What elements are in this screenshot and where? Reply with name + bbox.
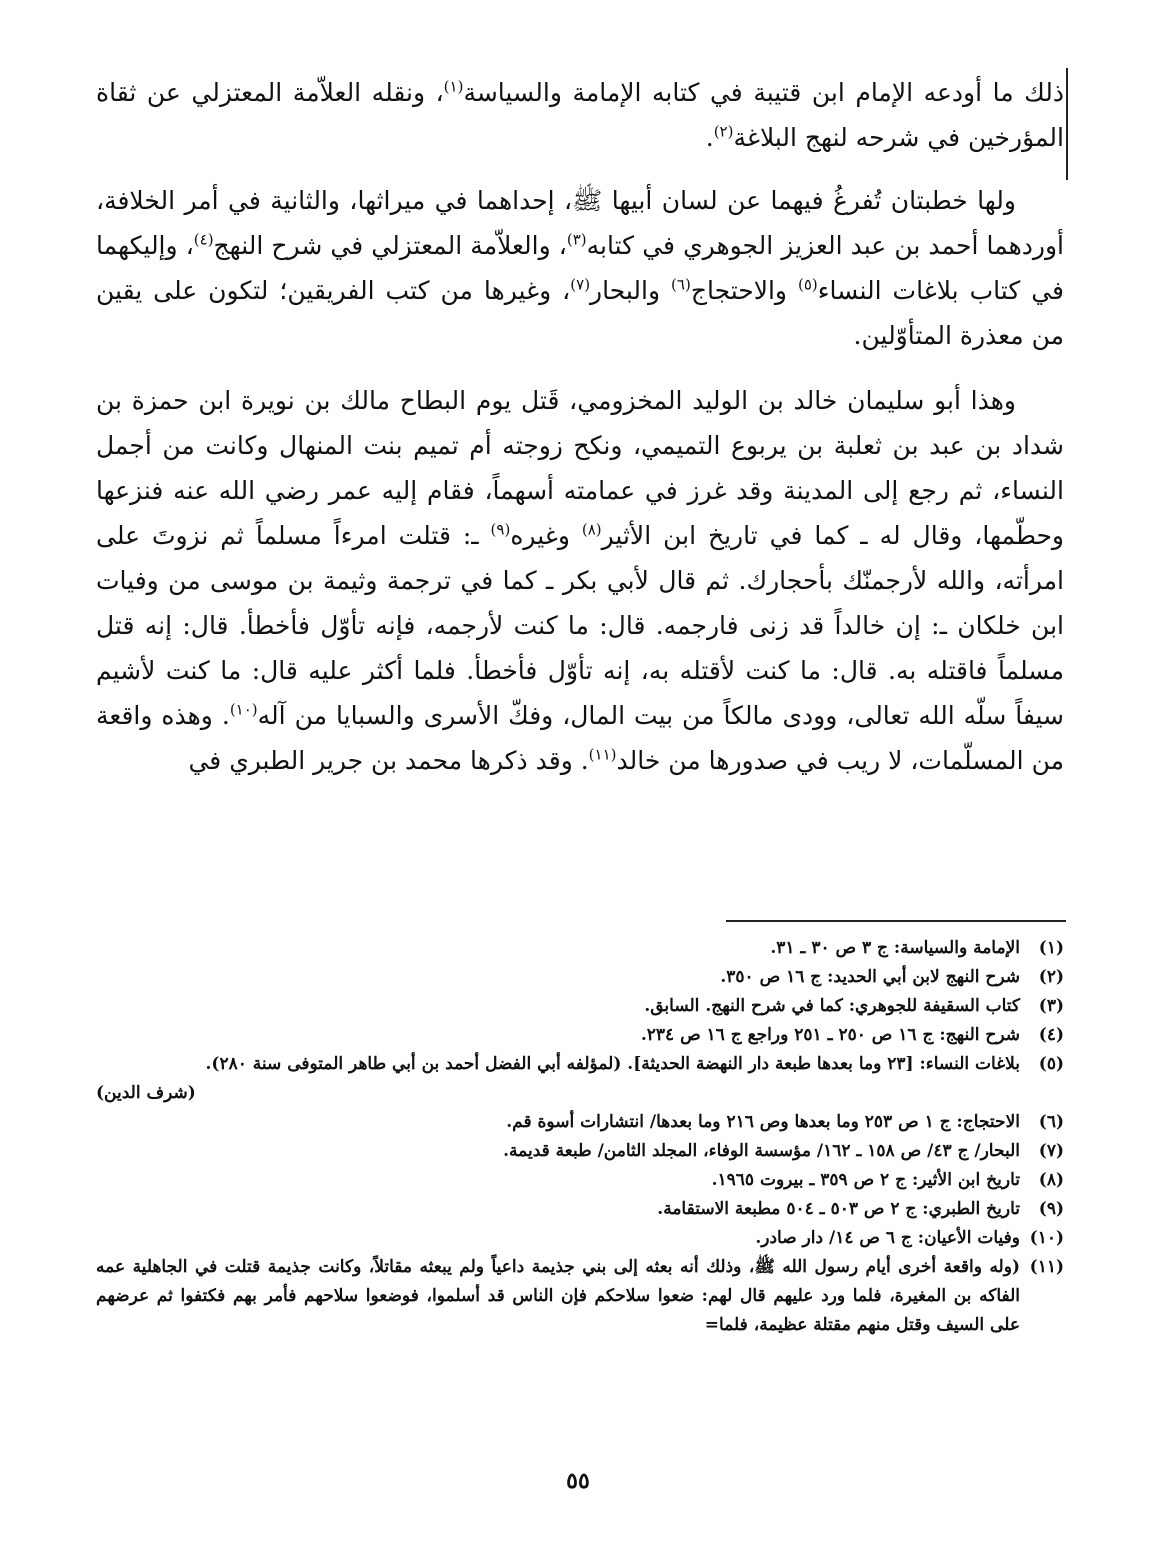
footnote-2	[96, 963, 1064, 992]
footnote-number: (٣)	[1038, 996, 1064, 1016]
footnote-number: (١)	[1038, 938, 1064, 958]
p1-text-b: ، ونقله العلاّمة المعتزلي عن ثقاة المؤرخين في شرحه لنهج البلاغة	[96, 78, 1064, 152]
footnote-6	[96, 1108, 1064, 1137]
paragraph-2	[96, 178, 1064, 358]
footnote-number: (٢)	[1038, 967, 1064, 987]
footnote-ref-4[interactable]: (٤)	[193, 230, 214, 249]
p3-text-a: وهذا أبو سليمان خالد بن الوليد المخزومي، قَتل يوم البطاح مالك بن نويرة ابن حمزة بن شداد بن عبد بن ثعلبة بن يربوع التميمي، ونكح زوجته أم تميم بنت المنهال وكانت من أجمل النساء، ثم رجع إلى المدينة وقد غرز في عمامته أسهماً، فقام إليه عمر رضي الله عنه فنزعها وحطّمها، وقال له ـ كما في تاريخ ابن الأثير	[96, 386, 1064, 550]
footnote-ref-9[interactable]: (٩)	[490, 520, 511, 539]
footnote-text: بلاغات النساء: [٢٣ وما بعدها طبعة دار النهضة الحديثة]. (لمؤلفه أبي الفضل أحمد بن أبي طاهر المتوفى سنة ٢٨٠).	[205, 1054, 1020, 1074]
page-number: ٥٥	[566, 1468, 590, 1494]
footnote-text: الإمامة والسياسة: ج ٣ ص ٣٠ ـ ٣١.	[770, 938, 1020, 958]
footnote-9	[96, 1195, 1064, 1224]
footnotes	[96, 934, 1064, 1340]
footnote-8	[96, 1166, 1064, 1195]
paragraph-1	[96, 70, 1064, 160]
footnote-ref-1[interactable]: (١)	[443, 77, 464, 96]
footnote-ref-10[interactable]: (١٠)	[229, 700, 258, 719]
footnote-text: الاحتجاج: ج ١ ص ٢٥٣ وما بعدها وص ٢١٦ وما بعدها/ انتشارات أسوة قم.	[506, 1112, 1020, 1132]
footnote-11	[96, 1253, 1064, 1340]
footnote-10	[96, 1224, 1064, 1253]
p2-text-a: ولها خطبتان تُفرغُ فيهما عن لسان أبيها ﷺ، إحداهما في ميراثها، والثانية في أمر الخلافة، أوردهما أحمد بن عبد العزيز الجوهري في كتابه	[96, 186, 1064, 260]
p2-text-e: والبحار	[590, 276, 672, 305]
footnote-3	[96, 992, 1064, 1021]
p3-text-b: وغيره	[510, 521, 582, 550]
footnote-text: شرح النهج: ج ١٦ ص ٢٥٠ ـ ٢٥١ وراجع ج ١٦ ص ٢٣٤.	[640, 1025, 1020, 1045]
footnote-ref-7[interactable]: (٧)	[570, 275, 591, 294]
footnote-number: (١١)	[1029, 1257, 1064, 1277]
footnote-text-wrap	[96, 1050, 1020, 1108]
footnote-ref-5[interactable]: (٥)	[797, 275, 818, 294]
footnote-5	[96, 1050, 1064, 1108]
footnote-7	[96, 1137, 1064, 1166]
p3-text-e: . وقد ذكرها محمد بن جرير الطبري في	[188, 746, 589, 775]
footnote-text: تاريخ الطبري: ج ٢ ص ٥٠٣ ـ ٥٠٤ مطبعة الاستقامة.	[657, 1199, 1020, 1219]
p2-text-b: ، والعلاّمة المعتزلي في شرح النهج	[213, 231, 567, 260]
footnote-editor-note: (شرف الدين)	[96, 1083, 196, 1103]
p2-text-c: ، وإليكهما في كتاب بلاغات النساء	[96, 231, 1064, 305]
footnote-number: (٥)	[1038, 1054, 1064, 1074]
footnote-number: (١٠)	[1029, 1228, 1064, 1248]
footnote-separator	[726, 920, 1066, 922]
p3-text-c: ـ: قتلت امرءاً مسلماً ثم نزوتَ على امرأته، والله لأرجمنّك بأحجارك. ثم قال لأبي بكر ـ كما في ترجمة وثيمة بن موسى من وفيات ابن خلكان ـ: إن خالداً قد زنى فارجمه. قال: ما كنت لأرجمه، فإنه تأوّل فأخطأ. قال: إنه قتل مسلماً فاقتله به. قال: ما كنت لأقتله به، إنه تأوّل فأخطأ. فلما أكثر عليه قال: ما كنت لأشيم سيفاً سلّه الله تعالى، وودى مالكاً من بيت المال، وفكّ الأسرى والسبايا من آله	[96, 521, 1064, 730]
footnote-ref-2[interactable]: (٢)	[713, 122, 734, 141]
footnote-text: كتاب السقيفة للجوهري: كما في شرح النهج. السابق.	[644, 996, 1020, 1016]
p1-text-a: ذلك ما أودعه الإمام ابن قتيبة في كتابه الإمامة والسياسة	[463, 78, 1064, 107]
margin-rule	[1066, 68, 1068, 180]
footnote-number: (٦)	[1038, 1112, 1064, 1132]
footnote-text: (وله واقعة أخرى أيام رسول الله ﷺ، وذلك أنه بعثه إلى بني جذيمة داعياً ولم يبعثه مقاتلاً، وكانت جذيمة قتلت في الجاهلية عمه الفاكه بن المغيرة، فلما ورد عليهم قال لهم: ضعوا سلاحكم فإن الناس قد أسلموا، فوضعوا سلاحهم فأمر بهم فكتفوا ثم عرضهم على السيف وقتل منهم مقتلة عظيمة، فلما=	[96, 1257, 1020, 1335]
footnote-4	[96, 1021, 1064, 1050]
footnote-number: (٧)	[1038, 1141, 1064, 1161]
footnote-1	[96, 934, 1064, 963]
p2-text-d: والاحتجاج	[690, 276, 798, 305]
footnote-ref-6[interactable]: (٦)	[671, 275, 691, 294]
p3-text-d: . وهذه واقعة من المسلّمات، لا ريب في صدورها من خالد	[96, 701, 1064, 775]
footnote-text: شرح النهج لابن أبي الحديد: ج ١٦ ص ٣٥٠.	[720, 967, 1020, 987]
footnote-ref-11[interactable]: (١١)	[588, 745, 617, 764]
footnote-number: (٩)	[1038, 1199, 1064, 1219]
main-text	[96, 70, 1064, 803]
footnote-text: وفيات الأعيان: ج ٦ ص ١٤/ دار صادر.	[755, 1228, 1020, 1248]
paragraph-3	[96, 378, 1064, 783]
footnote-text: البحار/ ج ٤٣/ ص ١٥٨ ـ ١٦٢/ مؤسسة الوفاء، المجلد الثامن/ طبعة قديمة.	[503, 1141, 1020, 1161]
footnote-number: (٨)	[1038, 1170, 1064, 1190]
footnote-ref-3[interactable]: (٣)	[566, 230, 587, 249]
footnote-ref-8[interactable]: (٨)	[581, 520, 602, 539]
footnote-text: تاريخ ابن الأثير: ج ٢ ص ٣٥٩ ـ بيروت ١٩٦٥.	[711, 1170, 1020, 1190]
p1-text-c: .	[705, 123, 714, 152]
footnote-number: (٤)	[1038, 1025, 1064, 1045]
p2-text-f: ، وغيرها من كتب الفريقين؛ لتكون على يقين من معذرة المتأوّلين.	[96, 276, 1064, 350]
